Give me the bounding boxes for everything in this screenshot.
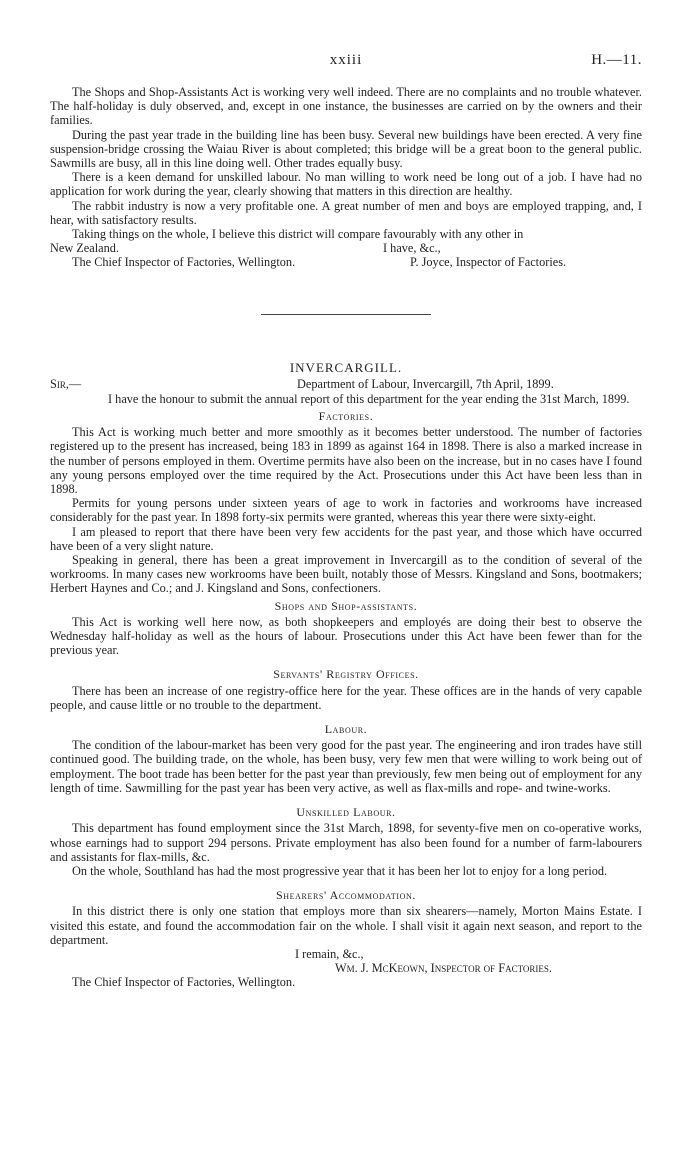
section-heading: Factories. [318, 409, 374, 424]
page-header [50, 52, 642, 74]
paragraph: There is a keen demand for unskilled labour. No man willing to work need be long out of a job. I have had no application for work during the year, clearly showing that matters in this direction are healthy. [50, 170, 642, 199]
paragraph: In this district there is only one station that employs more than six shearers—namely, Morton Mains Estate. I visited this estate, and found the accommodation fair on the whole. I shall visit it again next season, and report to the department. [50, 904, 642, 947]
closing-text: New Zealand. [50, 241, 119, 256]
salutation: Sir,— [50, 376, 82, 391]
section-divider [261, 314, 431, 315]
closing-line [50, 241, 642, 255]
intro-paragraph: I have the honour to submit the annual report of this department for the year ending the 31st March, 1899. [108, 391, 630, 406]
paragraph: On the whole, Southland has had the most progressive year that it has been her lot to enjoy for a long period. [72, 863, 608, 878]
paragraph: This Act is working much better and more smoothly as it becomes better understood. The number of factories registered up to the present has increased, being 183 in 1899 as against 164 in 1898. There is also a marked increase in the number of persons employed in them. Overtime permits have also been on the increase, but in no cases have I found any young persons employed over the time required by the Act. Prosecutions under this Act have been less than in 1898. [50, 425, 642, 497]
addressee: The Chief Inspector of Factories, Wellington. [72, 255, 296, 270]
signature: P. Joyce, Inspector of Factories. [410, 255, 567, 270]
paragraph: During the past year trade in the building line has been busy. Several new buildings have been erected. A very fine suspension-bridge crossing the Waiau River is about completed; this bridge will be a great boon to the general public. Sawmills are busy, all in this line doing well. Other trades equally busy. [50, 127, 642, 171]
section-heading: Shearers' Accommodation. [276, 888, 416, 903]
paragraph: Permits for young persons under sixteen years of age to work in factories and workrooms have increased considerably for the past year. In 1898 forty-six permits were granted, whereas this year there were sixty-eight. [50, 496, 642, 525]
district-heading: INVERCARGILL. [289, 359, 403, 375]
document-reference: H.—11. [591, 52, 642, 68]
signature-line [50, 255, 642, 269]
report-body [50, 85, 642, 989]
closing-remark: I have, &c., [383, 241, 441, 256]
paragraph: There has been an increase of one registry-office here for the year. These offices are in the hands of very capable people, and cause little or no trouble to the department. [50, 683, 642, 712]
signature-line [50, 961, 642, 975]
section-heading: Labour. [324, 722, 368, 737]
dateline: Department of Labour, Invercargill, 7th April, 1899. [297, 376, 554, 391]
paragraph: This Act is working well here now, as both shopkeepers and employés are doing their best to observe the Wednesday half-holiday as well as the hours of labour. Prosecutions under this Act have been fewer than for the previous year. [50, 614, 642, 658]
paragraph: The rabbit industry is now a very profitable one. A great number of men and boys are employed trapping, and, I hear, with satisfactory results. [50, 198, 642, 227]
closing-line [50, 947, 642, 961]
paragraph: The Shops and Shop-Assistants Act is working very well indeed. There are no complaints and no trouble whatever. The half-holiday is duly observed, and, except in one instance, the businesses are carried on by the owners and their families. [50, 85, 642, 128]
paragraph: The condition of the labour-market has been very good for the past year. The engineering and iron trades have still continued good. The building trade, on the whole, has been busy, very few men that were willing to work being out of employment. The boot trade has been better for the past year than previously, few men being out of employment for any length of time. Sawmilling for the past year has been very active, as well as flax-mills and rope- and twine-works. [50, 738, 642, 795]
signature: Wm. J. McKeown, Inspector of Factories. [335, 961, 552, 976]
page-number: xxiii [329, 52, 363, 68]
addressee: The Chief Inspector of Factories, Wellington. [72, 975, 296, 990]
closing-remark: I remain, &c., [295, 946, 364, 961]
paragraph: Taking things on the whole, I believe this district will compare favourably with any other in [72, 227, 524, 242]
paragraph: Speaking in general, there has been a great improvement in Invercargill as to the condition of several of the workrooms. In many cases new workrooms have been built, notably those of Messrs. Kingsland and Sons, bootmakers; Herbert Haynes and Co.; and J. Kingsland and Sons, confectioners. [50, 553, 642, 596]
salutation-row [50, 377, 642, 392]
section-heading: Servants' Registry Offices. [273, 667, 419, 682]
paragraph: I am pleased to report that there have been very few accidents for the past year, and those which have occurred have been of a very slight nature. [50, 524, 642, 553]
section-heading: Unskilled Labour. [296, 805, 396, 820]
section-heading: Shops and Shop-assistants. [274, 598, 418, 613]
paragraph: This department has found employment since the 31st March, 1898, for seventy-five men on co-operative works, whose earnings had to support 294 persons. Private employment has also been found for a number of farm-labourers and assistants for flax-mills, &c. [50, 821, 642, 864]
addressee-line [50, 975, 642, 989]
